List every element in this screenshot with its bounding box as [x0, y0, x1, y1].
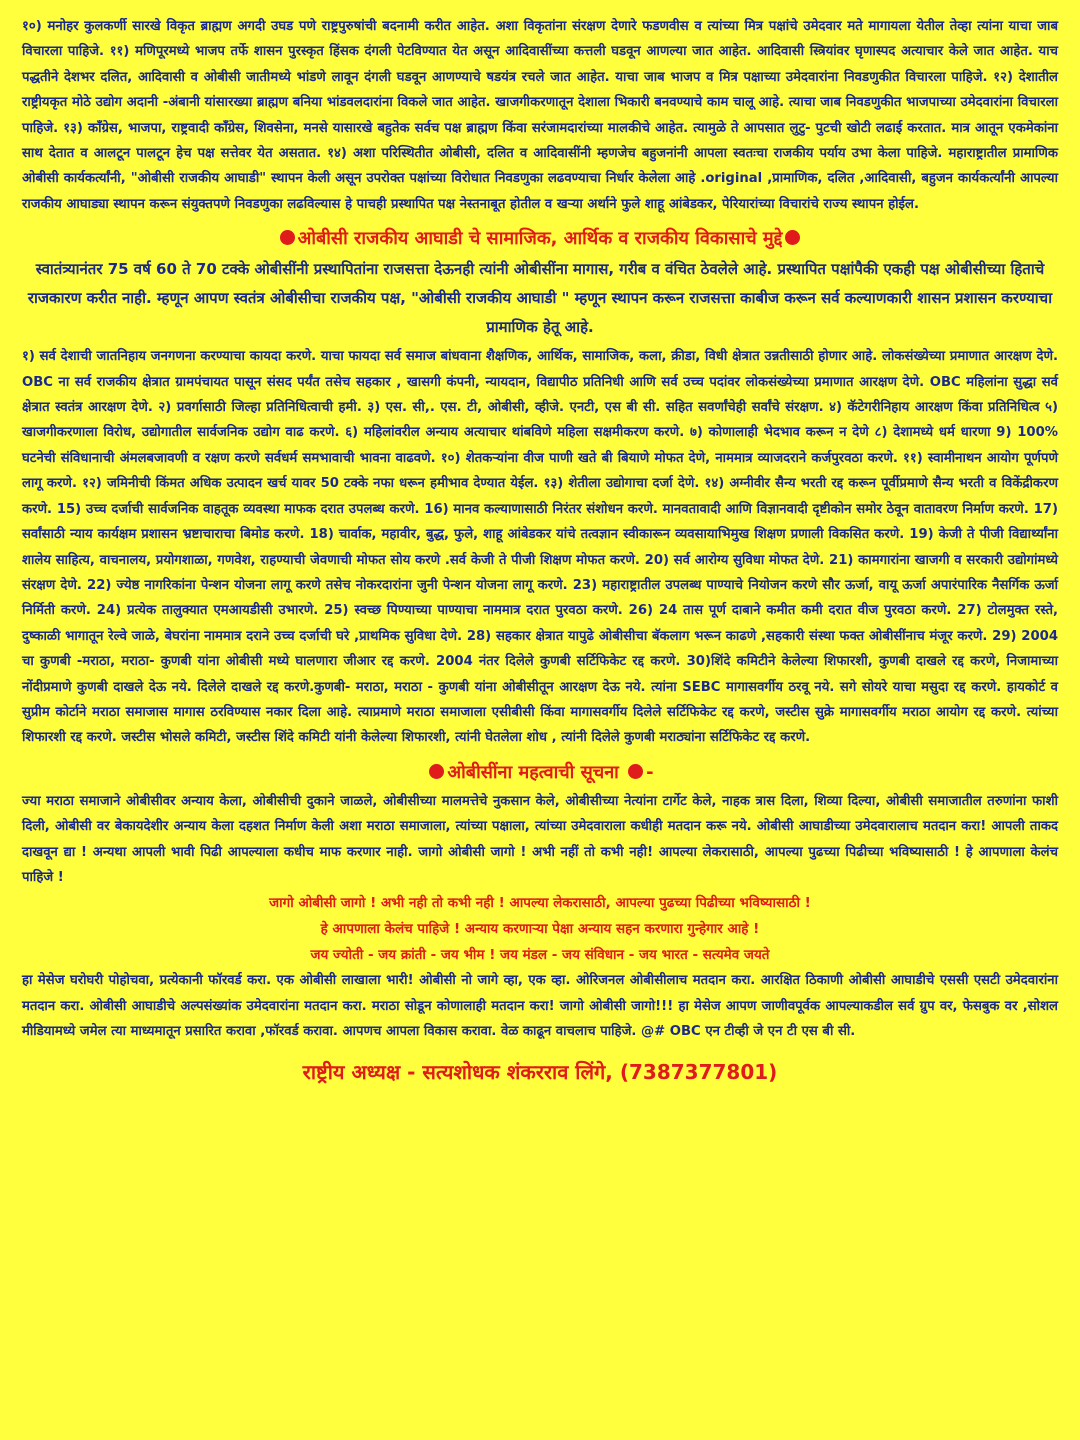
notice-heading-suffix: - — [646, 761, 654, 783]
section-points-10-14: १०) मनोहर कुलकर्णी सारखे विकृत ब्राह्मण अगदी उघड पणे राष्ट्रपुरुषांची बदनामी करीत आहेत. अशा विकृतांना संरक्षण देणारे फडणवीस व त्यांच्या मित्र पक्षांचे उमेदवार मते मागायला येतील तेव्हा त्यांना याचा जाब विचारला पाहिजे. ११) मणिपूरमध्ये भाजप तर्फे शासन पुरस्कृत हिंसक दंगली पेटविण्यात येत असून आदिवासींच्या कत्तली घडवून आणल्या जात आहेत. आदिवासी स्त्रियांवर घृणास्पद अत्याचार केले जात आहेत. याच पद्धतीने देशभर दलित, आदिवासी व ओबीसी जातीमध्ये भांडणे लावून दंगली घडवून आणण्याचे षडयंत्र रचले जात आहेत. याचा जाब भाजप व मित्र पक्षाच्या उमेदवारांना निवडणुकीत विचारला पाहिजे. १२) देशातील राष्ट्रीयकृत मोठे उद्योग अदानी -अंबानी यांसारख्या ब्राह्मण बनिया भांडवलदारांना विकले जात आहेत. खाजगीकरणातून देशाला भिकारी बनवण्याचे काम चालू आहे. त्याचा जाब निवडणुकीत भाजपाच्या उमेदवारांना विचारला पाहिजे. १३) कॉंग्रेस, भाजपा, राष्ट्रवादी कॉंग्रेस, शिवसेना, मनसे यासारखे बहुतेक सर्वच पक्ष ब्राह्मण किंवा सरंजामदारांच्या मालकीचे आहेत. त्यामुळे ते आपसात लुटु- पुटची खोटी लढाई करतात. मात्र आतून एकमेकांना साथ देतात व आलटून पालटून हेच पक्ष सत्तेवर येत असतात. १४) अशा परिस्थितीत ओबीसी, दलित व आदिवासींनी म्हणजेच बहुजनांनी आपला स्वतःचा राजकीय पर्याय उभा केला पाहिजे. महाराष्ट्रातील प्रामाणिक ओबीसी कार्यकर्त्यांनी, "ओबीसी राजकीय आघाडी" स्थापन केली असून उपरोक्त पक्षांच्या विरोधात निवडणुका लढवण्याचा निर्धार केलेला आहे .original ,प्रामाणिक, दलित ,आदिवासी, बहुजन कार्यकर्त्यांनी आपल्या राजकीय आघाड्या स्थापन करून संयुक्तपणे निवडणुका लढविल्यास हे पाचही प्रस्थापित पक्ष नेस्तनाबूत होतील व खऱ्या अर्थाने फुले शाहू आंबेडकर, पेरियारांच्या विचारांचे राज्य स्थापन होईल. — [22, 19, 1058, 212]
slogan-line: जय ज्योती - जय क्रांती - जय भीम ! जय मंडल - जय संविधान - जय भारत - सत्यमेव जयते — [310, 947, 770, 964]
notice-text: ज्या मराठा समाजाने ओबीसीवर अन्याय केला, ओबीसीची दुकाने जाळले, ओबीसीच्या मालमत्तेचे नुकसान केले, ओबीसीच्या नेत्यांना टार्गेट केले, नाहक त्रास दिला, शिव्या दिल्या, ओबीसी समाजातील तरुणांना फाशी दिली, ओबीसी वर बेकायदेशीर अन्याय केला दहशत निर्माण केली अशा मराठा समाजाला, त्यांच्या पक्षाला, त्यांच्या उमेदवाराला कधीही मतदान करू नये. ओबीसी आघाडीच्या उमेदवारालाच मतदान करा! आपली ताकद दाखवून द्या ! अन्यथा आपली भावी पिढी आपल्याला कधीच माफ करणार नाही. जागो ओबीसी जागो ! अभी नहीं तो कभी नही! आपल्या लेकरासाठी, आपल्या पुढच्या पिढीच्या भविष्यासाठी ! हे आपणाला केलंच पाहिजे ! — [22, 793, 1058, 885]
red-bullet-icon — [628, 764, 643, 779]
closing-message: हा मेसेज घरोघरी पोहोचवा, प्रत्येकानी फॉरवर्ड करा. एक ओबीसी लाखाला भारी! ओबीसी नो जागे व्हा, एक व्हा. ओरिजनल ओबीसीलाच मतदान करा. आरक्षित ठिकाणी ओबीसी आघाडीचे एससी एसटी उमेदवारांना मतदान करा. ओबीसी आघाडीचे अल्पसंख्यांक उमेदवारांना मतदान करा. मराठा सोडून कोणालाही मतदान करा! जागो ओबीसी जागो!!! हा मेसेज आपण जाणीवपूर्वक आपल्याकडील सर्व ग्रुप वर, फेसबुक वर ,सोशल मीडियामध्ये जमेल त्या माध्यमातून प्रसारित करावा ,फॉरवर्ड करावा. आपणच आपला विकास करावा. वेळ काढून वाचलाच पाहिजे. @# OBC एन टीव्ही जे एन टी एस बी सी. — [22, 973, 1058, 1040]
agenda-points: १) सर्व देशाची जातनिहाय जनगणना करण्याचा कायदा करणे. याचा फायदा सर्व समाज बांधवाना शैक्षणिक, आर्थिक, सामाजिक, कला, क्रीडा, विधी क्षेत्रात उन्नतीसाठी होणार आहे. लोकसंख्येच्या प्रमाणात आरक्षण देणे. OBC ना सर्व राजकीय क्षेत्रात ग्रामपंचायत पासून संसद पर्यंत तसेच सहकार , खासगी कंपनी, न्यायदान, विद्यापीठ प्रतिनिधी आणि सर्व उच्च पदांवर लोकसंख्येच्या प्रमाणात आरक्षण देणे. OBC महिलांना सुद्धा सर्व क्षेत्रात स्वतंत्र आरक्षण देणे. २) प्रवर्गासाठी जिल्हा प्रतिनिधित्वाची हमी. ३) एस. सी,. एस. टी, ओबीसी, व्हीजे. एनटी, एस बी सी. सहित सवर्णांचेही सर्वांचे संरक्षण. ४) कॅटेगरीनिहाय आरक्षण किंवा प्रतिनिधित्व ५) खाजगीकरणाला विरोध, उद्योगातील सार्वजनिक उद्योग वाढ करणे. ६) महिलांवरील अन्याय अत्याचार थांबविणे महिला सक्षमीकरण करणे. ७) कोणालाही भेदभाव करून न देणे ८) देशामध्ये धर्म धारणा 9) 100% घटनेची संविधानाची अंमलबजावणी व रक्षण करणे सर्वधर्म समभावाची भावना वाढवणे. १०) शेतकऱ्यांना वीज पाणी खते बी बियाणे मोफत देणे, नाममात्र व्याजदराने कर्जपुरवठा करणे. ११) स्वामीनाथन आयोग पूर्णपणे लागू करणे. १२) जमिनीची किंमत अधिक उत्पादन खर्च यावर 50 टक्के नफा धरून हमीभाव देण्यात येईल. १३) शेतीला उद्योगाचा दर्जा देणे. १४) अग्नीवीर सैन्य भरती रद्द करून पूर्वीप्रमाणे सैन्य भरती व विकेंद्रीकरण करणे. 15) उच्च दर्जाची सार्वजनिक वाहतूक व्यवस्था माफक दरात उपलब्ध करणे. 16) मानव कल्याणासाठी निरंतर संशोधन करणे. मानवतावादी आणि विज्ञानवादी दृष्टीकोन समोर ठेवून वातावरण निर्माण करणे. 17) सर्वांसाठी न्याय कार्यक्षम प्रशासन भ्रष्टाचाराचा बिमोड करणे. 18) चार्वाक, महावीर, बुद्ध, फुले, शाहू आंबेडकर यांचे तत्वज्ञान स्वीकारून व्यवसायाभिमुख शिक्षण प्रणाली विकसित करणे. 19) केजी ते पीजी विद्यार्थ्यांना शालेय साहित्य, वाचनालय, प्रयोगशाळा, गणवेश, राहण्याची जेवणाची मोफत सोय करणे .सर्व केजी ते पीजी शिक्षण मोफत करणे. 20) सर्व आरोग्य सुविधा मोफत देणे. 21) कामगारांना खाजगी व सरकारी उद्योगांमध्ये संरक्षण देणे. 22) ज्येष्ठ नागरिकांना पेन्शन योजना लागू करणे तसेच नोकरदारांना जुनी पेन्शन योजना लागू करणे. 23) महाराष्ट्रातील उपलब्ध पाण्याचे नियोजन करणे सौर ऊर्जा, वायू ऊर्जा अपारंपारिक नैसर्गिक ऊर्जा निर्मिती करणे. 24) प्रत्येक तालुक्यात एमआयडीसी उभारणे. 25) स्वच्छ पिण्याच्या पाण्याचा नाममात्र दरात पुरवठा करणे. 26) 24 तास पूर्ण दाबाने कमीत कमी दरात वीज पुरवठा करणे. 27) टोलमुक्त रस्ते, दुष्काळी भागातून रेल्वे जाळे, बेघरांना नाममात्र दराने उच्च दर्जाची घरे ,प्राथमिक सुविधा देणे. 28) सहकार क्षेत्रात यापुढे ओबीसीचा बॅकलाग भरून काढणे ,सहकारी संस्था फक्त ओबीसींनाच मंजूर करणे. 29) 2004 चा कुणबी -मराठा, मराठा- कुणबी यांना ओबीसी मध्ये घालणारा जीआर रद्द करणे. 2004 नंतर दिलेले कुणबी सर्टिफिकेट रद्द करणे. 30)शिंदे कमिटीने केलेल्या शिफारशी, कुणबी दाखले रद्द करणे, निजामाच्या नोंदीप्रमाणे कुणबी दाखले देऊ नये. दिलेले दाखले रद्द करणे.कुणबी- मराठा, मराठा - कुणबी यांना ओबीसीतून आरक्षण देऊ नये. त्यांना SEBC मागासवर्गीय ठरवू नये. सगे सोयरे याचा मसुदा रद्द करणे. हायकोर्ट व सुप्रीम कोर्टाने मराठा समाजास मागास ठरविण्यास नकार दिला आहे. त्याप्रमाणे मराठा समाजाला एसीबीसी किंवा मागासवर्गीय दिलेले सर्टिफिकेट रद्द करणे, जस्टीस सुक्रे मागासवर्गीय मराठा आयोग रद्द करणे. त्यांच्या शिफारशी रद्द करणे. जस्टीस भोसले कमिटी, जस्टीस शिंदे कमिटी यांनी केलेल्या शिफारशी, त्यांनी घेतलेला शोध , त्यांनी दिलेले कुणबी मराठ्यांना सर्टिफिकेट रद्द करणे. — [22, 349, 1058, 746]
red-bullet-icon — [280, 230, 295, 245]
slogan-line: हे आपणाला केलंच पाहिजे ! अन्याय करणाऱ्या पेक्षा अन्याय सहन करणारा गुन्हेगार आहे ! — [320, 921, 760, 938]
signature-footer: राष्ट्रीय अध्यक्ष - सत्यशोधक शंकरराव लिंगे, (7387377801) — [302, 1059, 778, 1084]
agenda-heading-text: ओबीसी राजकीय आघाडी चे सामाजिक, आर्थिक व राजकीय विकासाचे मुद्दे — [297, 228, 783, 250]
agenda-heading — [22, 225, 1058, 253]
red-bullet-icon — [785, 230, 800, 245]
agenda-intro: स्वातंत्र्यानंतर 75 वर्ष 60 ते 70 टक्के ओबीसींनी प्रस्थापितांना राजसत्ता देऊनही त्यांनी ओबीसींना मागास, गरीब व वंचित ठेवलेले आहे. प्रस्थापित पक्षांपैकी एकही पक्ष ओबीसीच्या हिताचे राजकारण करीत नाही. म्हणून आपण स्वतंत्र ओबीसीचा राजकीय पक्ष, "ओबीसी राजकीय आघाडी " म्हणून स्थापन करून राजसत्ता काबीज करून सर्व कल्याणकारी शासन प्रशासन करण्याचा प्रामाणिक हेतू आहे. — [27, 260, 1053, 337]
notice-heading — [22, 759, 1058, 787]
notice-heading-text: ओबीसींना महत्वाची सूचना — [447, 761, 619, 783]
slogan-line: जागो ओबीसी जागो ! अभी नही तो कभी नही ! आपल्या लेकरासाठी, आपल्या पुढच्या पिढीच्या भविष्यासाठी ! — [269, 895, 811, 912]
red-bullet-icon — [429, 764, 444, 779]
